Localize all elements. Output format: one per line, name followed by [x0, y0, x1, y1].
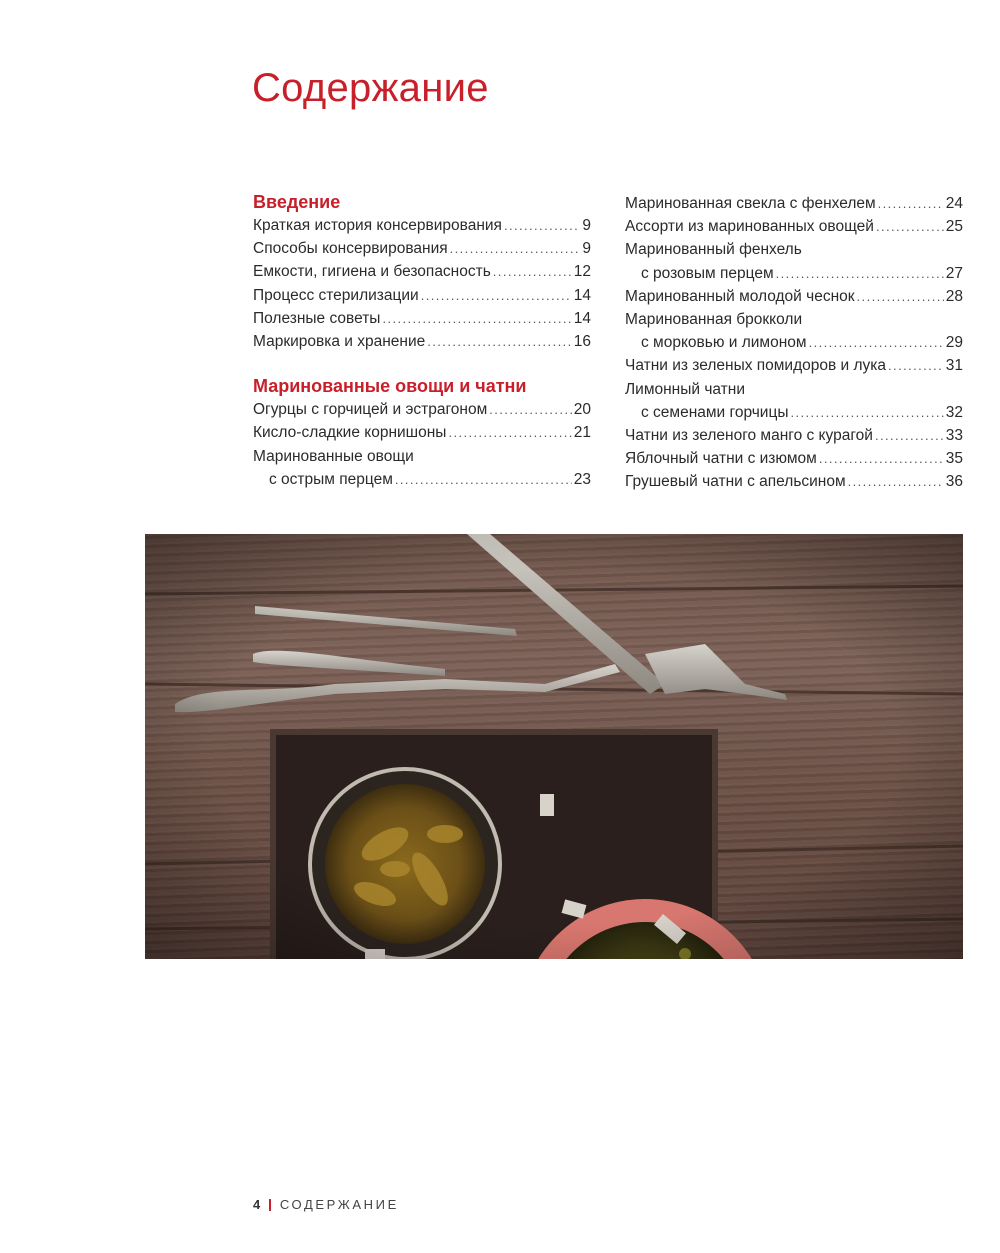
dot-leader	[450, 237, 581, 260]
toc-entry-page: 20	[573, 401, 591, 419]
toc-entry-title: Емкости, гигиена и безопасность	[253, 263, 491, 281]
toc-entry-title: Чатни из зеленых помидоров и лука	[625, 357, 887, 375]
toc-entry-title: Яблочный чатни с изюмом	[625, 450, 817, 468]
dot-leader	[448, 421, 571, 444]
toc-entry-title: Процесс стерилизации	[253, 286, 419, 304]
footer-label: СОДЕРЖАНИЕ	[279, 1197, 399, 1212]
dot-leader	[504, 214, 580, 237]
section-heading-intro: Введение	[253, 192, 341, 212]
toc-entry-title-cont: с острым перцем	[269, 470, 393, 488]
toc-entry-page: 16	[573, 332, 591, 350]
toc-entry-title: Маринованный молодой чеснок	[625, 287, 855, 305]
toc-entry-page: 36	[945, 473, 963, 491]
toc-entry-page: 24	[945, 195, 963, 212]
toc-right-column	[625, 192, 963, 493]
toc-entry-page: 28	[945, 287, 963, 305]
toc-entry-title: Кисло-сладкие корнишоны	[253, 424, 447, 442]
page-footer	[253, 1197, 399, 1212]
toc-entry-page: 29	[945, 334, 963, 352]
toc-entry[interactable]	[625, 215, 963, 238]
toc-entry-page: 14	[573, 309, 591, 327]
dot-leader	[878, 192, 944, 215]
toc-entry[interactable]	[625, 424, 963, 447]
toc-entry-title: Чатни из зеленого манго с курагой	[625, 426, 873, 444]
toc-entry-page: 21	[573, 424, 591, 442]
toc-entry-title: Огурцы с горчицей и эстрагоном	[253, 401, 488, 419]
toc-entry[interactable]	[625, 192, 963, 215]
toc-entry[interactable]	[253, 398, 591, 421]
toc-entry[interactable]	[625, 285, 963, 308]
toc-left-column	[253, 190, 591, 491]
toc-entry[interactable]	[625, 470, 963, 493]
toc-entry-continuation[interactable]	[253, 468, 591, 491]
toc-entry-title-cont: с розовым перцем	[641, 264, 774, 282]
toc-entry-title-cont: с морковью и лимоном	[641, 334, 807, 352]
toc-entry-page: 12	[573, 263, 591, 281]
toc-entry-title-cont: с семенами горчицы	[641, 403, 789, 421]
dot-leader	[489, 398, 571, 421]
toc-entry[interactable]	[253, 421, 591, 444]
dot-leader	[427, 330, 571, 353]
toc-entry[interactable]	[253, 307, 591, 330]
dot-leader	[382, 307, 571, 330]
dot-leader	[888, 354, 944, 377]
dot-leader	[421, 284, 572, 307]
dot-leader	[875, 424, 944, 447]
dot-leader	[395, 468, 572, 491]
section-heading-pickles: Маринованные овощи и чатни	[253, 376, 527, 397]
toc-entry[interactable]	[625, 354, 963, 377]
toc-entry-page: 9	[582, 217, 591, 234]
page-title: Содержание	[252, 66, 489, 110]
toc-entry-title: Полезные советы	[253, 309, 381, 327]
toc-entry-page: 14	[573, 286, 591, 304]
toc-entry-page: 23	[573, 470, 591, 488]
dot-leader	[848, 470, 944, 493]
dot-leader	[857, 285, 944, 308]
toc-entry-page: 33	[945, 426, 963, 444]
toc-entry-page: 32	[945, 403, 963, 421]
dot-leader	[493, 260, 572, 283]
toc-entry[interactable]	[625, 308, 963, 331]
toc-entry[interactable]	[253, 445, 591, 468]
toc-entry-page: 25	[945, 218, 963, 236]
toc-entry-title: Маринованный фенхель	[625, 241, 802, 259]
toc-entry-page: 31	[945, 357, 963, 375]
dot-leader	[790, 401, 943, 424]
photo-illustration	[145, 534, 963, 959]
toc-entry-title: Маркировка и хранение	[253, 332, 426, 350]
toc-entry[interactable]	[253, 214, 591, 237]
toc-entry-continuation[interactable]	[625, 262, 963, 285]
toc-entry-page: 9	[582, 240, 591, 258]
footer-page-number: 4	[253, 1197, 263, 1212]
toc-entry-page: 35	[945, 450, 963, 468]
toc-entry[interactable]	[253, 237, 591, 260]
toc-entry-continuation[interactable]	[625, 401, 963, 424]
toc-entry[interactable]	[253, 260, 591, 283]
toc-entry[interactable]	[253, 284, 591, 307]
toc-entry-title: Маринованная брокколи	[625, 310, 803, 328]
toc-entry-title: Краткая история консервирования	[253, 217, 502, 234]
dot-leader	[809, 331, 944, 354]
toc-entry[interactable]	[625, 378, 963, 401]
toc-entry-title: Ассорти из маринованных овощей	[625, 218, 874, 236]
toc-entry-page: 27	[945, 264, 963, 282]
dot-leader	[876, 215, 944, 238]
toc-entry-title: Грушевый чатни с апельсином	[625, 473, 846, 491]
toc-entry-continuation[interactable]	[625, 331, 963, 354]
toc-entry[interactable]	[625, 447, 963, 470]
pickles-photo	[145, 534, 963, 959]
footer-divider	[269, 1199, 271, 1211]
toc-entry[interactable]	[625, 238, 963, 261]
toc-entry-title: Лимонный чатни	[625, 380, 746, 398]
dot-leader	[819, 447, 944, 470]
toc-entry-title: Маринованные овощи	[253, 447, 414, 465]
toc-entry-title: Способы консервирования	[253, 240, 448, 258]
toc-entry[interactable]	[253, 330, 591, 353]
toc-entry-title: Маринованная свекла с фенхелем	[625, 195, 876, 212]
dot-leader	[776, 262, 944, 285]
